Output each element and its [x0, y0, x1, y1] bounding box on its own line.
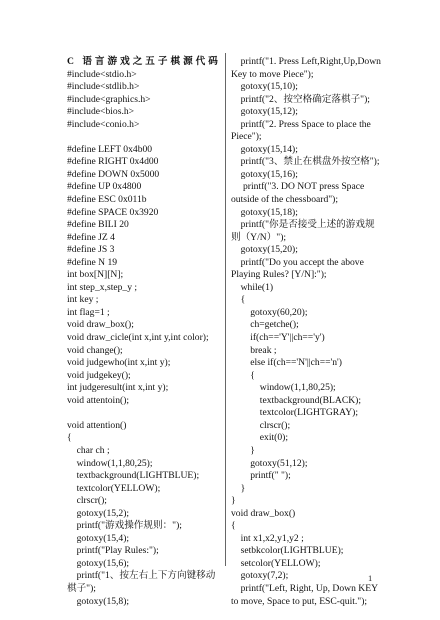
code-line: setbkcolor(LIGHTBLUE);: [231, 545, 344, 557]
code-line: Piece");: [231, 131, 262, 143]
code-line: #include<stdio.h>: [67, 68, 137, 80]
code-line: int key ;: [67, 294, 99, 306]
code-line: gotoxy(15,4);: [67, 532, 130, 544]
code-line: int step_x,step_y ;: [67, 281, 138, 293]
code-line: textbackground(LIGHTBLUE);: [67, 470, 200, 482]
code-line: printf("游戏操作规则：");: [67, 520, 182, 532]
code-line: to move, Space to put, ESC-quit.");: [231, 595, 368, 607]
code-line: printf("3、禁止在棋盘外按空格");: [231, 156, 380, 168]
code-line: gotoxy(60,20);: [231, 306, 308, 318]
code-line: #define ESC 0x011b: [67, 194, 147, 206]
code-line: #define LEFT 0x4b00: [67, 143, 153, 155]
code-line: void change();: [67, 344, 123, 356]
code-line: gotoxy(15,18);: [231, 206, 298, 218]
code-line: printf("Do you accept the above: [231, 256, 364, 268]
code-line: Key to move Piece");: [231, 68, 314, 80]
code-line: clrscr();: [231, 419, 291, 431]
code-line: #include<conio.h>: [67, 118, 140, 130]
code-line: void attentoin();: [67, 394, 130, 406]
code-line: int judgeresult(int x,int y);: [67, 382, 169, 394]
code-line: window(1,1,80,25);: [231, 382, 336, 394]
code-line: #define BILI 20: [67, 219, 129, 231]
code-line: #define RIGHT 0x4d00: [67, 156, 159, 168]
code-line: clrscr();: [67, 495, 107, 507]
code-line: void judgekey();: [67, 369, 131, 381]
code-line: #define N 19: [67, 256, 118, 268]
code-line: {: [231, 294, 246, 306]
code-line: int flag=1 ;: [67, 306, 110, 318]
code-line: exit(0);: [231, 432, 289, 444]
code-line: gotoxy(15,14);: [231, 143, 298, 155]
code-line: printf("你是否接受上述的游戏规: [231, 219, 375, 231]
code-line: void draw_cicle(int x,int y,int color);: [67, 332, 209, 344]
code-line: void draw_box(): [231, 507, 296, 519]
code-line: {: [231, 369, 255, 381]
page-number: 1: [368, 573, 373, 583]
code-line: {: [231, 520, 236, 532]
code-line: break ;: [231, 344, 277, 356]
code-line: printf("1. Press Left,Right,Up,Down: [231, 56, 381, 67]
code-line: gotoxy(7,2);: [231, 570, 289, 582]
code-line: void attention(): [67, 419, 127, 431]
code-line: textcolor(YELLOW);: [67, 482, 161, 494]
code-line: #define JS 3: [67, 244, 115, 256]
code-line: printf("Play Rules:");: [67, 545, 159, 557]
code-line: #define DOWN 0x5000: [67, 168, 160, 180]
code-line: gotoxy(15,10);: [231, 81, 298, 93]
code-line: printf(" ");: [231, 470, 291, 482]
code-line: 棋子");: [67, 582, 96, 594]
code-line: void judgewho(int x,int y);: [67, 357, 171, 369]
code-line: int box[N][N];: [67, 269, 124, 281]
code-line: gotoxy(15,12);: [231, 106, 298, 118]
code-line: [67, 131, 219, 144]
code-line: char ch ;: [67, 444, 110, 456]
code-line: gotoxy(15,16);: [231, 168, 298, 180]
code-line: #include<graphics.h>: [67, 93, 151, 105]
code-line: Playing Rules? [Y/N]:");: [231, 269, 327, 281]
code-line: gotoxy(15,2);: [67, 507, 130, 519]
code-line: textbackground(BLACK);: [231, 394, 362, 406]
code-line: textcolor(LIGHTGRAY);: [231, 407, 359, 419]
code-line: window(1,1,80,25);: [67, 457, 153, 469]
right-column: [231, 56, 379, 608]
code-line: printf("2、按空格确定落棋子");: [231, 93, 370, 105]
code-line: }: [231, 495, 236, 507]
code-line: gotoxy(51,12);: [231, 457, 308, 469]
left-code-block: [67, 69, 219, 609]
code-line: #include<bios.h>: [67, 106, 135, 118]
code-line: ch=getche();: [231, 319, 299, 331]
code-line: [67, 407, 219, 420]
code-line: gotoxy(15,6);: [67, 557, 130, 569]
code-line: {: [67, 432, 72, 444]
column-divider: [225, 53, 226, 566]
code-line: }: [231, 444, 255, 456]
code-line: printf("3. DO NOT press Space: [231, 181, 365, 193]
code-line: 则（Y/N）");: [231, 231, 287, 243]
code-line: #define SPACE 0x3920: [67, 206, 159, 218]
code-line: gotoxy(15,20);: [231, 244, 298, 256]
code-line: #define JZ 4: [67, 231, 115, 243]
code-line: printf("2. Press Space to place the: [231, 118, 371, 130]
code-line: #define UP 0x4800: [67, 181, 142, 193]
code-line: printf("Left, Right, Up, Down KEY: [231, 582, 379, 594]
document-title: C 语言游戏之五子棋源代码: [67, 56, 221, 67]
code-line: int x1,x2,y1,y2 ;: [231, 532, 304, 544]
code-line: if(ch=='Y'||ch=='y'): [231, 332, 325, 344]
right-code-block: [231, 56, 379, 608]
code-line: }: [231, 482, 246, 494]
code-line: while(1): [231, 281, 274, 293]
left-column: [67, 56, 219, 608]
code-line: else if(ch=='N'||ch=='n'): [231, 357, 342, 369]
code-line: setcolor(YELLOW);: [231, 557, 321, 569]
code-line: printf("1、按左右上下方向键移动: [67, 570, 216, 582]
code-line: outside of the chessboard");: [231, 194, 339, 206]
code-line: #include<stdlib.h>: [67, 81, 140, 93]
code-line: void draw_box();: [67, 319, 134, 331]
code-line: gotoxy(15,8);: [67, 595, 130, 607]
